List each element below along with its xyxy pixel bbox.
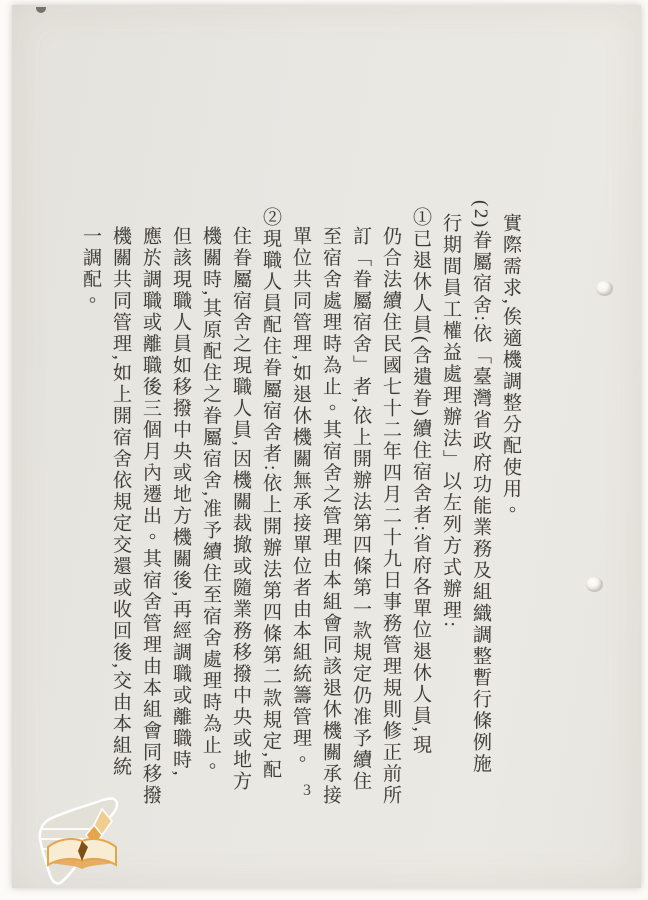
- page-number: 3: [303, 782, 311, 799]
- text-column: 住眷屬宿舍之現職人員,因機關裁撤或隨業務移撥中央或地方: [230, 226, 251, 793]
- binder-emboss-bump: [586, 577, 603, 592]
- text-column: ①已退休人員(含遺眷)續住宿舍者:省府各單位退休人員,現: [410, 207, 431, 756]
- scan-artifact-speck: [36, 7, 46, 13]
- text-column: (2)眷屬宿舍:依「臺灣省政府功能業務及組織調整暫行條例施: [470, 200, 491, 775]
- text-column: 但該現職人員如移撥中央或地方機關後,再經調職或離職時,: [170, 226, 191, 778]
- text-column: ②現職人員配住眷屬宿舍者:依上開辦法第四條第二款規定,配: [260, 207, 281, 782]
- text-column: 一調配。: [80, 226, 101, 312]
- text-column: 單位共同管理,如退休機關無承接單位者由本組統籌管理。: [290, 226, 311, 771]
- text-column: 訂「眷屬宿舍」者,依上開辦法第四條第一款規定仍准予續住: [350, 226, 371, 793]
- scanned-page: [12, 5, 641, 888]
- text-column: 應於調職或離職後三個月內遷出。其宿舍管理由本組會同移撥: [140, 226, 161, 807]
- text-column: 機關共同管理,如上開宿舍依規定交還或收回後,交由本組統: [110, 226, 131, 778]
- text-column: 至宿舍處理時為止。其宿舍之管理由本組會同該退休機關承接: [320, 226, 341, 807]
- taiwan-open-book-logo-icon: [36, 795, 136, 887]
- binder-emboss-bump: [596, 281, 613, 296]
- text-column: 實際需求,俟適機調整分配使用。: [500, 213, 521, 522]
- text-column: 行期間員工權益處理辦法」以左列方式辦理:: [440, 213, 461, 630]
- text-column: 仍合法續住民國七十二年四月二十九日事務管理規則修正前所: [380, 226, 401, 807]
- text-column: 機關時,其原配住之眷屬宿舍,准予續住至宿舍處理時為止。: [200, 226, 221, 778]
- document-text-block: [75, 200, 525, 860]
